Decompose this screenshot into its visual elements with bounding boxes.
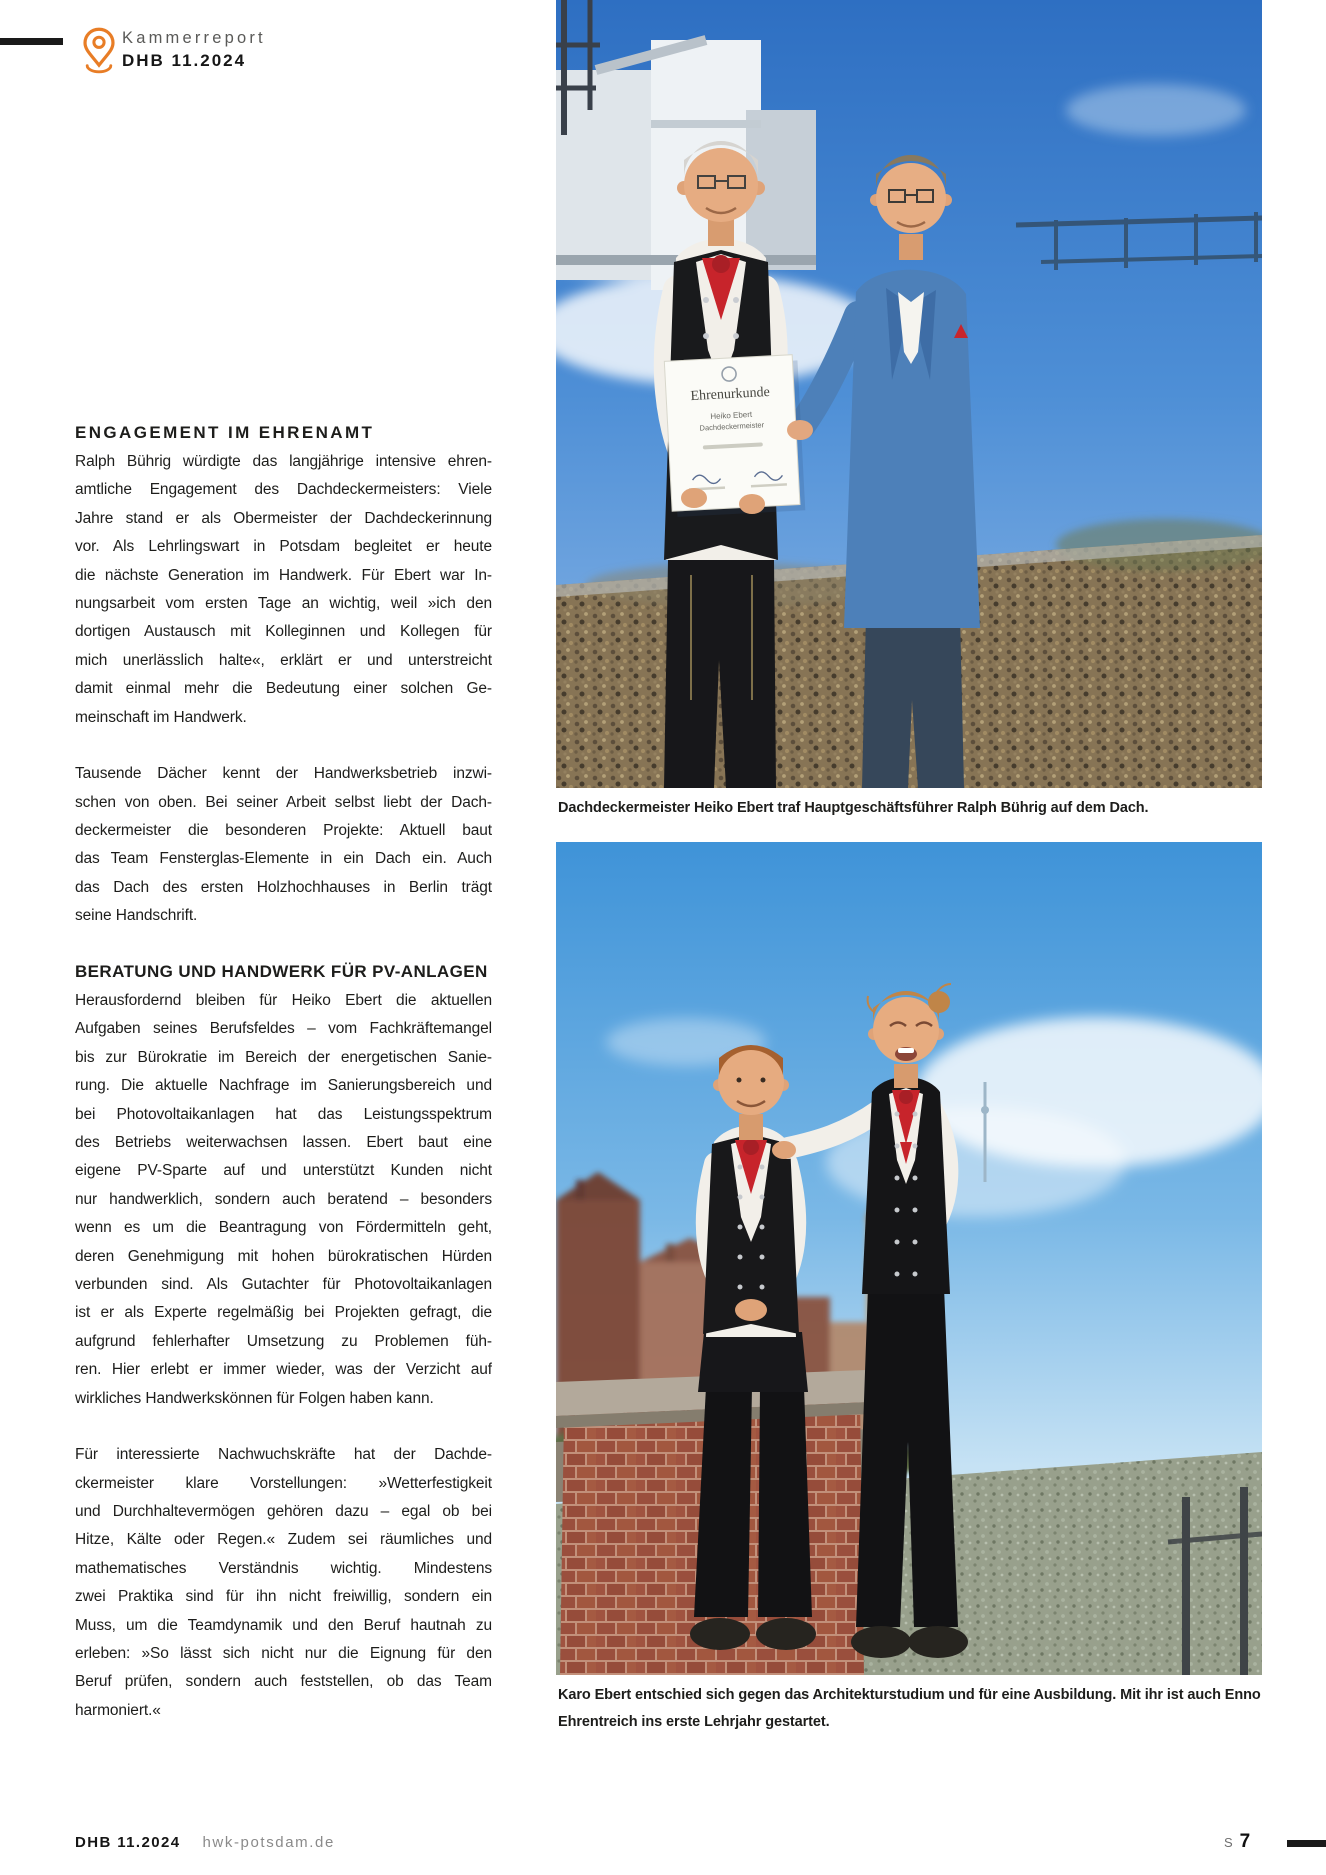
paragraph-pv-2 — [75, 1441, 492, 1725]
text-line: mathematisches Verständnis wichtig. Mindestens — [75, 1559, 492, 1577]
photo-certificate-handover-image — [556, 0, 1262, 788]
text-line: nungsarbeit vom ersten Tage an wichtig, weil »ich den — [75, 594, 492, 612]
bottom-right-rule — [1287, 1840, 1326, 1847]
text-line: des Betriebs weiterwachsen lassen. Ebert baut eine — [75, 1133, 492, 1151]
text-line: vor. Als Lehrlingswart in Potsdam begleitet er heute — [75, 538, 492, 556]
certificate-title: Ehrenurkunde — [690, 384, 771, 405]
certificate-profession: Dachdeckermeister — [699, 420, 765, 433]
footer-page-indicator — [1224, 1831, 1250, 1853]
text-line: damit einmal mehr die Bedeutung einer solchen Ge- — [75, 680, 492, 698]
text-line: Muss, um die Teamdynamik und den Beruf hautnah zu — [75, 1616, 492, 1634]
text-line: die nächste Generation im Handwerk. Für Ebert war In- — [75, 566, 492, 584]
page-header — [82, 26, 266, 76]
section-heading-ehrenamt: ENGAGEMENT IM EHRENAMT — [75, 423, 375, 442]
text-line: Tausende Dächer kennt der Handwerksbetrieb inzwi- — [75, 765, 492, 783]
footer-left — [75, 1834, 335, 1851]
photo1-caption: Dachdeckermeister Heiko Ebert traf Hauptgeschäftsführer Ralph Bührig auf dem Dach. — [558, 800, 1149, 816]
page-number: 7 — [1239, 1831, 1251, 1852]
text-line: aufgrund fehlerhafter Umsetzung zu Problemen füh- — [75, 1332, 492, 1350]
paragraph-ehrenamt-1 — [75, 448, 492, 732]
photo2-caption: Karo Ebert entschied sich gegen das Architekturstudium und für eine Ausbildung. Mit ihr ist auch Enno Ehrentreich ins erste Lehrjahr gestartet. — [558, 1687, 1261, 1730]
text-line: eigene PV-Sparte auf und unterstützt Kunden nicht — [75, 1162, 492, 1180]
text-line: deren Genehmigung mit hohen bürokratischen Hürden — [75, 1247, 492, 1265]
text-line: Ralph Bührig würdigte das langjährige intensive ehren- — [75, 453, 492, 470]
paragraph-ehrenamt-2 — [75, 760, 492, 930]
page-prefix: S — [1224, 1835, 1234, 1850]
text-line: das Dach des ersten Holzhochhauses in Berlin trägt — [75, 878, 492, 896]
top-left-rule — [0, 38, 63, 45]
text-line: Für interessierte Nachwuchskräfte hat der Dachde- — [75, 1446, 492, 1464]
text-line: mich unerlässlich halte«, erklärt er und unterstreicht — [75, 651, 492, 669]
text-line: ckermeister klare Vorstellungen: »Wetterfestigkeit — [75, 1474, 492, 1492]
text-line: meinschaft im Handwerk. — [75, 708, 247, 726]
text-line: nur handwerklich, sondern auch beratend – besonders — [75, 1190, 492, 1208]
text-line: rung. Die aktuelle Nachfrage im Sanierungsbereich und — [75, 1077, 492, 1095]
text-line: wenn es um die Beantragung von Fördermitteln geht, — [75, 1219, 492, 1237]
text-line: ist er als Experte regelmäßig bei Projekten gefragt, die — [75, 1304, 492, 1322]
text-line: ren. Hier erlebt er immer wieder, was der Verzicht auf — [75, 1361, 492, 1379]
brand-issue: DHB 11.2024 — [122, 51, 247, 70]
text-line: Aufgaben seines Berufsfeldes – vom Fachkräftemangel — [75, 1020, 492, 1038]
text-line: zwei Praktika sind für ihn nicht freiwillig, sondern ein — [75, 1588, 492, 1606]
text-line: wirkliches Handwerkskönnen für Folgen haben kann. — [75, 1389, 434, 1407]
text-line: bis zur Bürokratie im Bereich der energetischen Sanie- — [75, 1048, 492, 1066]
brand-block — [122, 26, 266, 71]
text-line: dortigen Austausch mit Kolleginnen und Kollegen für — [75, 623, 492, 641]
article-column — [75, 420, 492, 1754]
text-line: Jahre stand er als Obermeister der Dachdeckerinnung — [75, 509, 492, 527]
footer-issue: DHB 11.2024 — [75, 1834, 181, 1851]
section-heading-pv: BERATUNG UND HANDWERK FÜR PV-ANLAGEN — [75, 962, 488, 982]
text-line: seine Handschrift. — [75, 907, 198, 925]
map-pin-icon — [82, 26, 116, 76]
text-line: das Team Fensterglas-Elemente in ein Dach ein. Auch — [75, 850, 492, 868]
brand-name: Kammerreport — [122, 29, 266, 47]
text-line: schen von oben. Bei seiner Arbeit selbst liebt der Dach- — [75, 793, 492, 811]
paragraph-pv-1 — [75, 987, 492, 1413]
footer-website-link[interactable]: hwk-potsdam.de — [202, 1834, 335, 1851]
text-line: Beruf prüfen, sondern auch feststellen, ob das Team — [75, 1673, 492, 1691]
text-line: erleben: »So lässt sich nicht nur die Eignung für den — [75, 1645, 492, 1663]
photo-apprentices — [556, 842, 1262, 1675]
certificate-name: Heiko Ebert — [710, 409, 753, 422]
text-line: verbunden sind. Als Gutachter für Photovoltaikanlagen — [75, 1275, 492, 1293]
text-line: Herausfordernd bleiben für Heiko Ebert die aktuellen — [75, 992, 492, 1010]
photo-certificate-handover — [556, 0, 1262, 788]
text-line: deckermeister die besonderen Projekte: Aktuell baut — [75, 822, 492, 840]
text-line: und Durchhaltevermögen gehören dazu – egal ob bei — [75, 1503, 492, 1521]
text-line: Hitze, Kälte oder Regen.« Zudem sei räumliches und — [75, 1531, 492, 1549]
text-line: harmoniert.« — [75, 1701, 161, 1719]
text-line: amtliche Engagement des Dachdeckermeisters: Viele — [75, 481, 492, 499]
photo-apprentices-image — [556, 842, 1262, 1675]
text-line: bei Photovoltaikanlagen hat das Leistungsspektrum — [75, 1105, 492, 1123]
